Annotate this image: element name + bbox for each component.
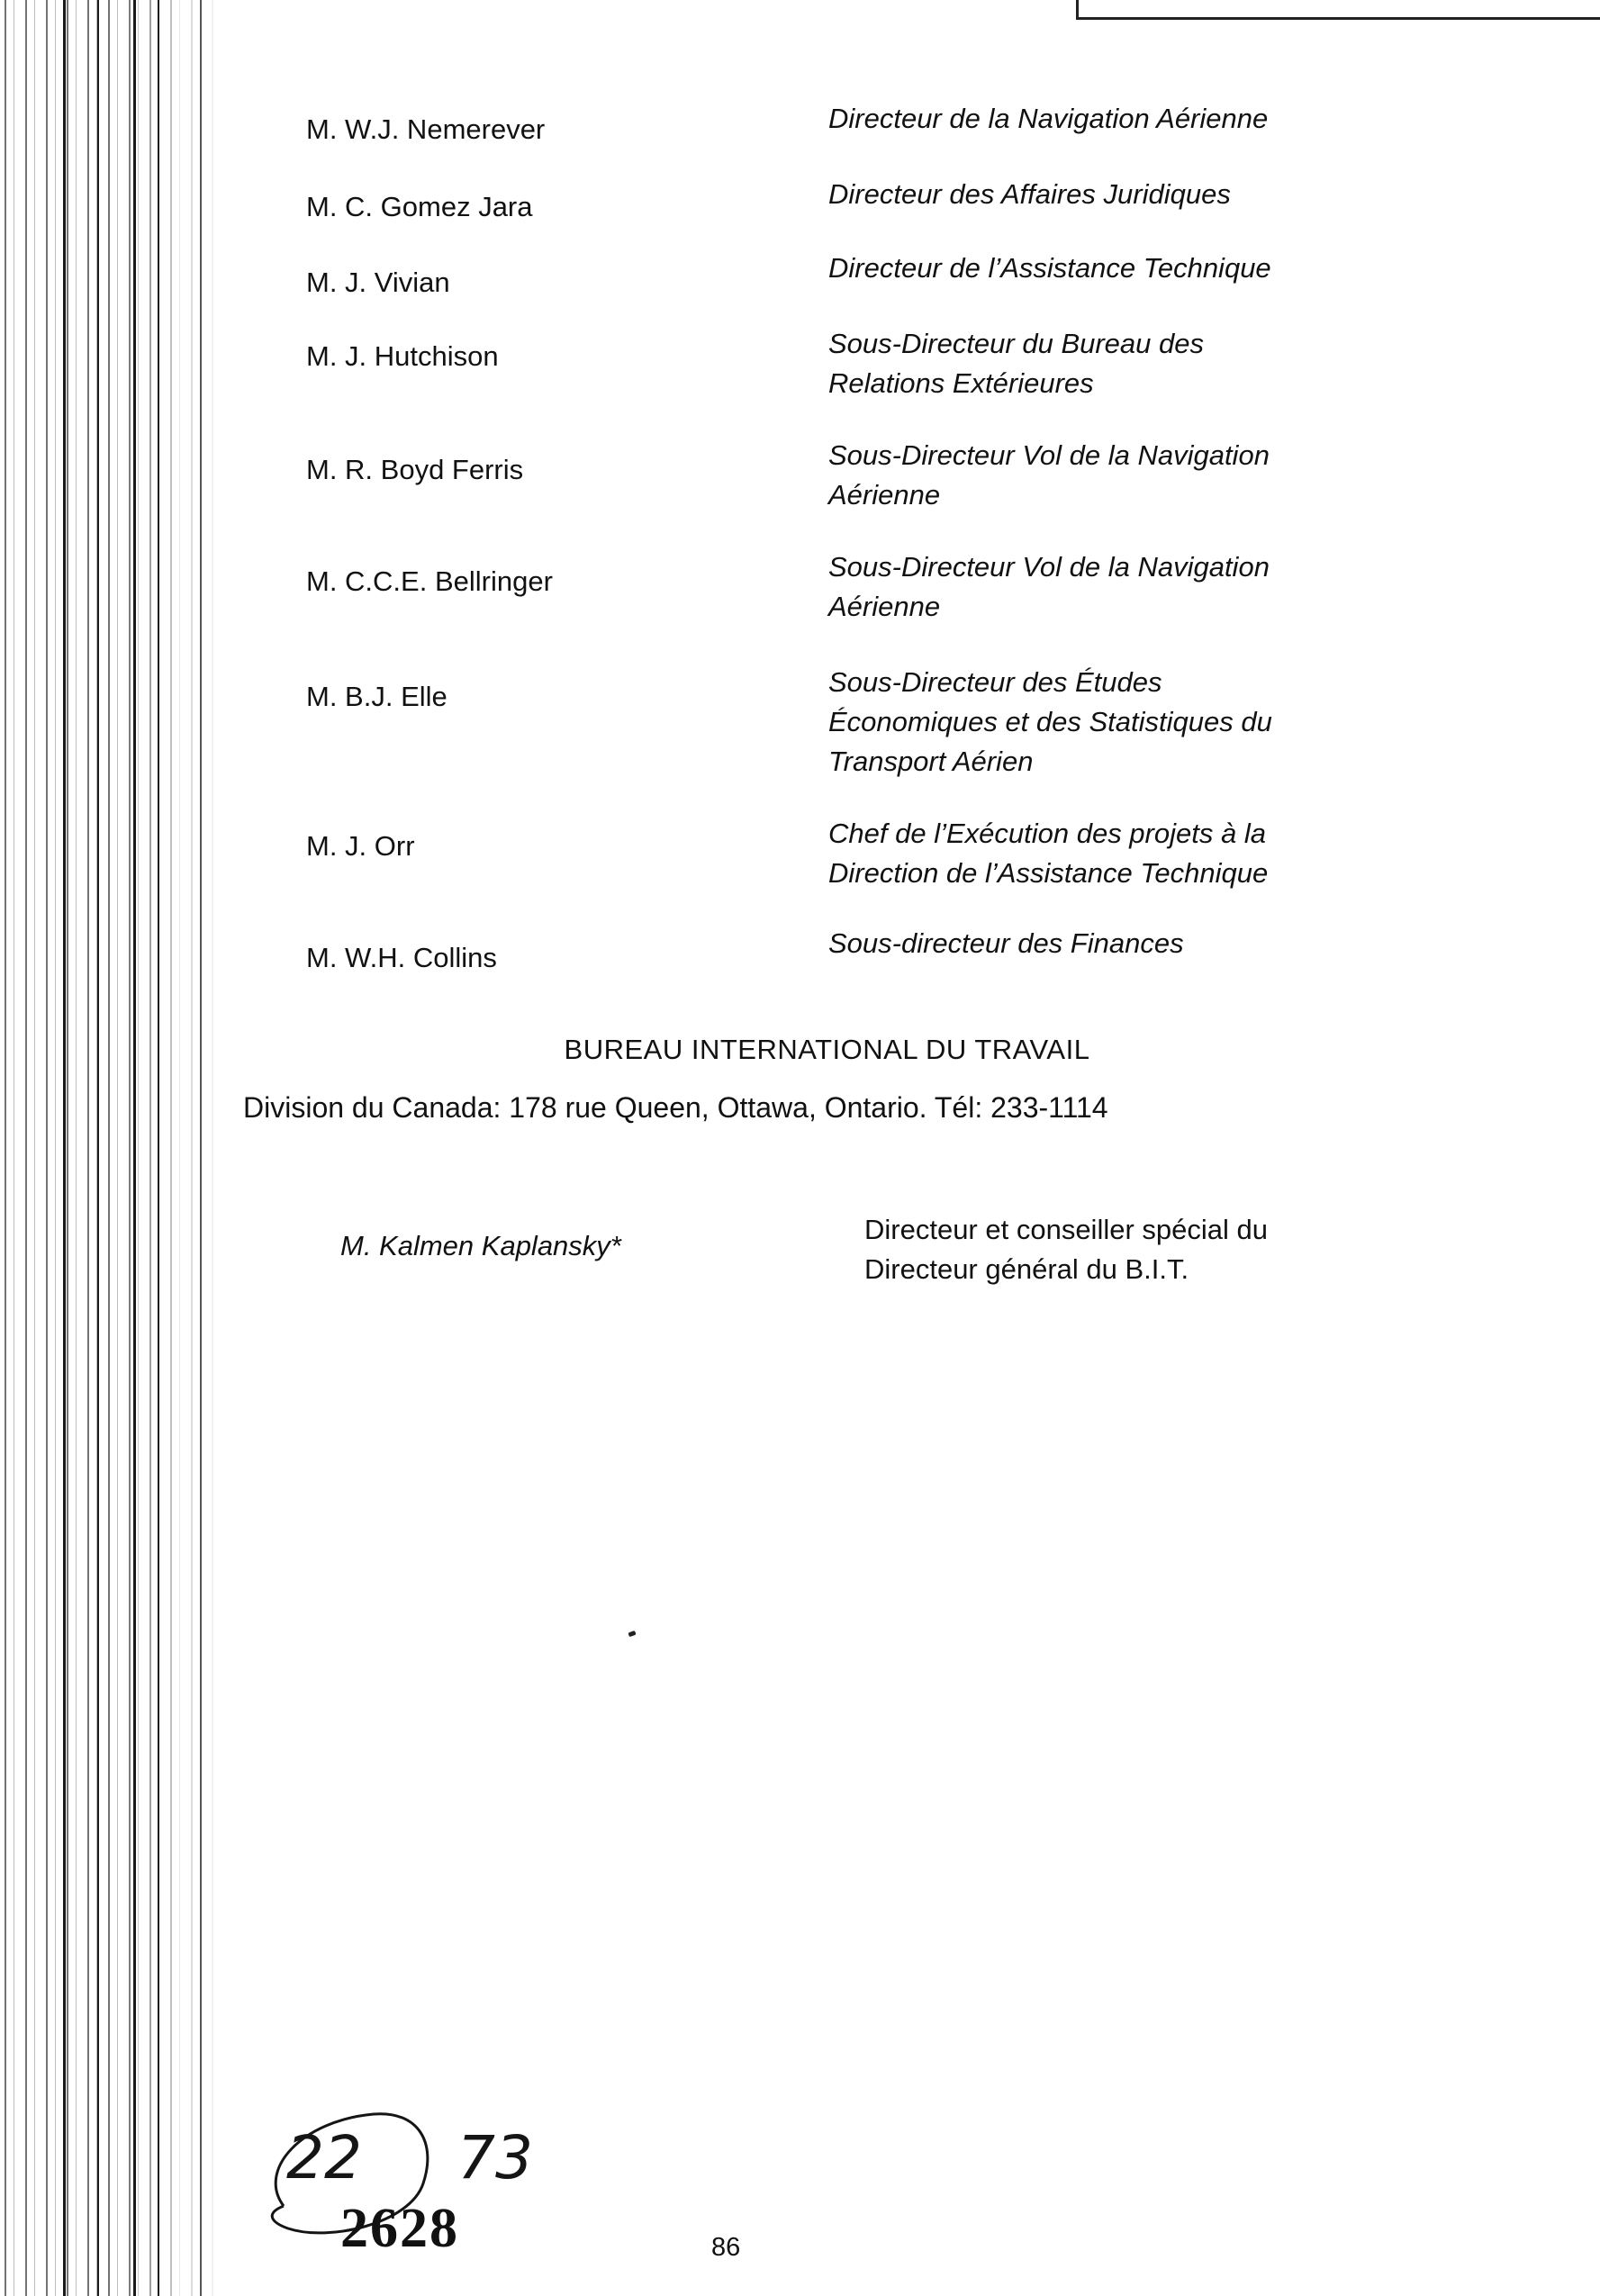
staff-name: M. J. Hutchison [306, 340, 499, 372]
staff-title: Sous-Directeur Vol de la Navigation Aérienne [828, 439, 1270, 511]
staff-title: Directeur des Affaires Juridiques [828, 178, 1231, 210]
staff-name: M. R. Boyd Ferris [306, 454, 524, 485]
binding-line [63, 0, 66, 2296]
staff-name: M. C.C.E. Bellringer [306, 565, 553, 597]
staff-title: Sous-Directeur des Études Économiques et des Statistiques du Transport Aérien [828, 666, 1272, 777]
scan-speck [628, 1631, 636, 1637]
binding-line [133, 0, 136, 2296]
staff-name: M. W.H. Collins [306, 942, 497, 973]
staff-title: Sous-directeur des Finances [828, 927, 1184, 959]
staff-title: Sous-Directeur du Bureau des Relations Extérieures [828, 328, 1205, 399]
stamped-number: 2628 [340, 2198, 459, 2259]
staff-name: M. W.J. Nemerever [306, 113, 546, 145]
section-address: Division du Canada: 178 rue Queen, Ottawa, Ontario. Tél: 233-1114 [243, 1091, 1108, 1124]
staff-title: Directeur de l’Assistance Technique [828, 252, 1271, 284]
binding-line [97, 0, 99, 2296]
binding-line [200, 0, 202, 2296]
staff-name: M. B.J. Elle [306, 681, 447, 712]
page-number: 86 [711, 2233, 741, 2262]
staff-name: M. J. Vivian [306, 267, 450, 298]
staff-name: M. Kalmen Kaplansky* [340, 1230, 621, 1261]
staff-title: Directeur de la Navigation Aérienne [828, 103, 1269, 134]
handwritten-number: 73 [457, 2123, 533, 2192]
staff-name: M. J. Orr [306, 830, 415, 862]
page-edge-corner [1076, 0, 1600, 20]
staff-name: M. C. Gomez Jara [306, 191, 533, 222]
staff-title: Sous-Directeur Vol de la Navigation Aérienne [828, 551, 1270, 622]
circled-number: 22 [286, 2123, 362, 2192]
scan-binding-edge [0, 0, 225, 2296]
binding-line [158, 0, 159, 2296]
staff-title: Chef de l’Exécution des projets à la Direction de l’Assistance Technique [828, 818, 1269, 889]
section-heading: BUREAU INTERNATIONAL DU TRAVAIL [564, 1034, 1090, 1065]
staff-title: Directeur et conseiller spécial du Directeur général du B.I.T. [864, 1214, 1268, 1285]
